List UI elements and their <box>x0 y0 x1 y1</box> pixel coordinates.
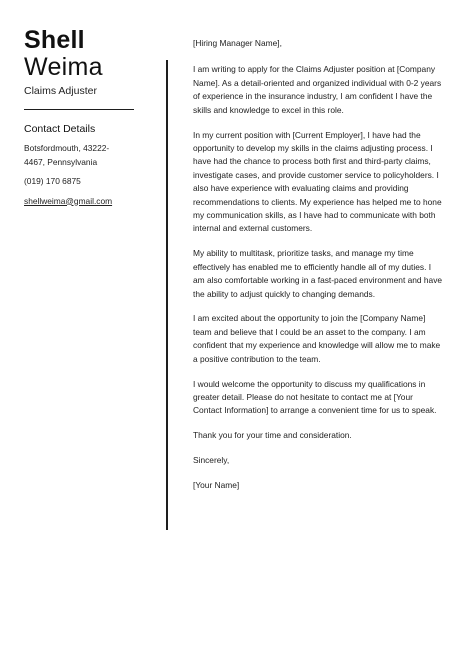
contact-heading: Contact Details <box>24 123 96 135</box>
letter-signature: [Your Name] <box>193 480 240 491</box>
letter-body <box>193 37 443 504</box>
letter-paragraph-intro: I am writing to apply for the Claims Adjuster position at [Company Name]. As a detail-oriented and organized individual with 0-2 years of experience in the insurance industry, I am confident I have the skills and knowledge to excel in this role. <box>193 64 442 115</box>
candidate-job-title: Claims Adjuster <box>24 85 97 97</box>
candidate-first-name: Shell <box>24 26 85 54</box>
sidebar <box>24 26 136 208</box>
letter-paragraph-call-to-action: I would welcome the opportunity to discuss my qualifications in greater detail. Please do not hesitate to contact me at [Your Contact Information] to arrange a convenient time for us to speak. <box>193 378 437 416</box>
contact-email-link[interactable]: shellweima@gmail.com <box>24 195 113 206</box>
letter-paragraph-thanks: Thank you for your time and consideration. <box>193 430 352 441</box>
vertical-divider <box>166 60 168 530</box>
letter-closing: Sincerely, <box>193 455 230 466</box>
contact-phone: (019) 170 6875 <box>24 176 81 186</box>
letter-paragraph-motivation: I am excited about the opportunity to join the [Company Name] team and believe that I could be an asset to the company. I am confident that my experience and knowledge will allow me to make a positive contribution to the team. <box>193 313 441 364</box>
name-divider <box>24 109 134 110</box>
letter-paragraph-skills: My ability to multitask, prioritize tasks, and manage my time effectively has enabled me to efficiently handle all of my duties. I am also comfortable working in a fast-paced environment and have the ability to adjust quickly to changing demands. <box>193 248 443 299</box>
letter-paragraph-experience: In my current position with [Current Employer], I have had the opportunity to develop my skills in the claims adjusting process. I have had the chance to process both first and third-party claims, investigate cases, and provide customer service to policyholders. I also have experience with evaluating claims and providing recommendations to clients. My experience has helped me to hone my communication skills, as I have had to communicate with both internal and external customers. <box>193 129 442 234</box>
letter-salutation: [Hiring Manager Name], <box>193 38 282 48</box>
candidate-last-name: Weima <box>24 53 103 81</box>
contact-address: Botsfordmouth, 43222-4467, Pennsylvania <box>24 143 110 167</box>
